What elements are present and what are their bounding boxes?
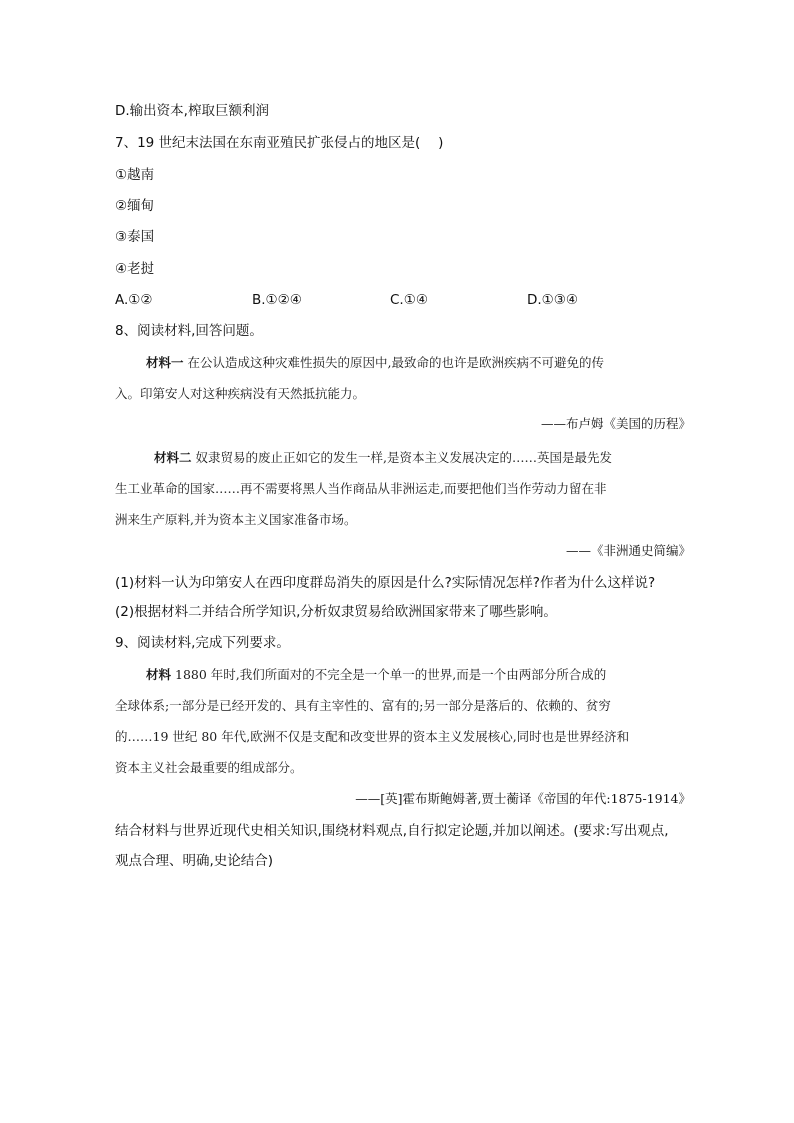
q7-stem: 7、19 世纪末法国在东南亚殖民扩张侵占的地区是( ) (115, 135, 444, 151)
q9-material-label: 材料 (146, 667, 172, 682)
q8-material-2-line-1 (154, 449, 612, 467)
q7-option-b: B.①②④ (252, 292, 302, 308)
q7-option-c: C.①④ (390, 292, 428, 308)
q7-option-a: A.①② (115, 292, 153, 308)
q8-sub-question-2: (2)根据材料二并结合所学知识,分析奴隶贸易给欧洲国家带来了哪些影响。 (115, 604, 557, 620)
q8-material-1-text-1: 在公认造成这种灾难性损失的原因中,最致命的也许是欧洲疾病不可避免的传 (183, 355, 604, 370)
q6-option-d: D.输出资本,榨取巨额利润 (115, 103, 269, 119)
q9-material-line-3: 的……19 世纪 80 年代,欧洲不仅是支配和改变世界的资本主义发展核心,同时也是世界经济和 (115, 729, 630, 744)
q9-material-text-1: 1880 年时,我们所面对的不完全是一个单一的世界,而是一个由两部分所合成的 (171, 667, 607, 682)
q7-option-d: D.①③④ (527, 292, 578, 308)
q8-material-1-line-1 (146, 354, 604, 372)
q9-requirement-line-1: 结合材料与世界近现代史相关知识,围绕材料观点,自行拟定论题,并加以阐述。(要求:写出观点, (115, 823, 669, 839)
q8-material-1-line-2: 入。印第安人对这种疾病没有天然抵抗能力。 (115, 386, 366, 401)
q9-material-line-1 (146, 666, 606, 684)
q8-material-2-label: 材料二 (154, 450, 192, 465)
q8-material-2-source: ——《非洲通史简编》 (565, 543, 691, 558)
q7-item-1: ①越南 (115, 167, 155, 183)
q8-material-2-line-3: 洲来生产原料,并为资本主义国家准备市场。 (115, 512, 357, 527)
q7-item-3: ③泰国 (115, 229, 155, 245)
q8-material-1-label: 材料一 (146, 355, 184, 370)
q9-requirement-line-2: 观点合理、明确,史论结合) (115, 853, 274, 869)
q8-material-2-line-2: 生工业革命的国家……再不需要将黑人当作商品从非洲运走,而要把他们当作劳动力留在非 (115, 481, 607, 496)
q7-item-4: ④老挝 (115, 261, 155, 277)
q8-material-1-source: ——布卢姆《美国的历程》 (540, 416, 691, 431)
q8-material-2-text-1: 奴隶贸易的废止正如它的发生一样,是资本主义发展决定的……英国是最先发 (191, 450, 612, 465)
q9-stem: 9、阅读材料,完成下列要求。 (115, 635, 290, 651)
q8-sub-question-1: (1)材料一认为印第安人在西印度群岛消失的原因是什么?实际情况怎样?作者为什么这样说? (115, 575, 656, 591)
q8-stem: 8、阅读材料,回答问题。 (115, 323, 263, 339)
q7-item-2: ②缅甸 (115, 198, 155, 214)
q9-material-source: ——[英]霍布斯鲍姆著,贾士蘅译《帝国的年代:1875-1914》 (355, 791, 691, 806)
q9-material-line-2: 全球体系;一部分是已经开发的、具有主宰性的、富有的;另一部分是落后的、依赖的、贫穷 (115, 698, 611, 713)
q9-material-line-4: 资本主义社会最重要的组成部分。 (115, 760, 303, 775)
